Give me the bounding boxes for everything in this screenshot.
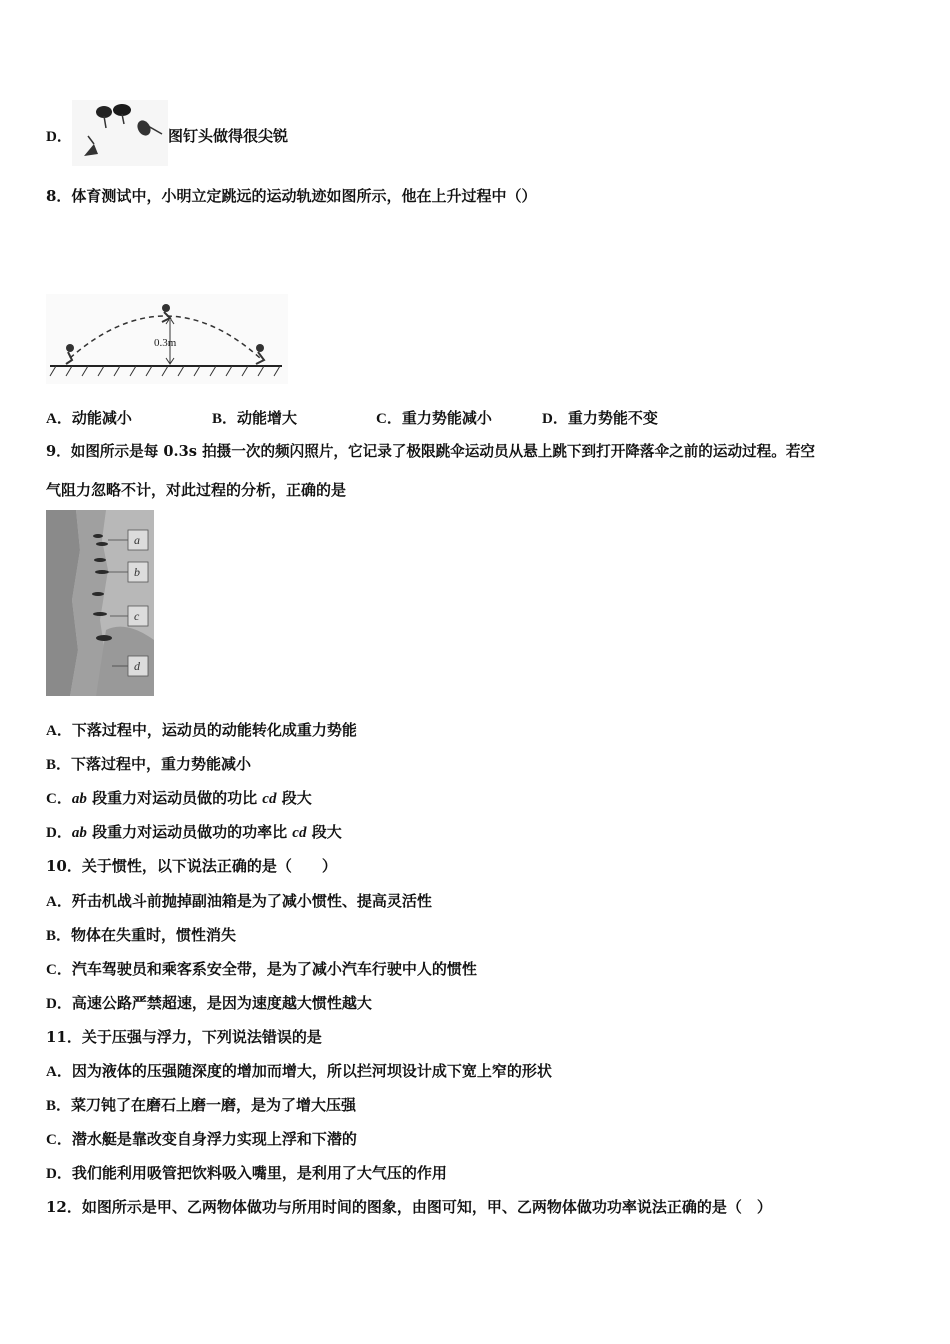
q11-stem: 11．关于压强与浮力，下列说法错误的是: [46, 1028, 322, 1046]
q8-option-d-text: 重力势能不变: [567, 409, 658, 427]
q8-option-a-text: 动能减小: [71, 409, 132, 427]
q10-option-a-label: A．: [46, 894, 72, 910]
q8-option-a[interactable]: [46, 408, 132, 429]
q11-option-a-text: 因为液体的压强随深度的增加而增大，所以拦河坝设计成下宽上窄的形状: [71, 1062, 552, 1080]
q8-option-c-label: C．: [376, 411, 402, 427]
q9-option-c-cd: cd: [262, 791, 277, 807]
q9-option-c-label: C．: [46, 791, 72, 807]
q11-option-c-text: 潜水艇是靠改变自身浮力实现上浮和下潜的: [71, 1130, 357, 1148]
q9-option-a-text: 下落过程中，运动员的动能转化成重力势能: [71, 721, 357, 739]
q10-option-b[interactable]: [46, 925, 236, 946]
q11-option-c[interactable]: [46, 1129, 357, 1150]
q7-option-d-text: 图钉头做得很尖锐: [168, 127, 289, 145]
q8-stem: 8．体育测试中，小明立定跳远的运动轨迹如图所示，他在上升过程中（）: [46, 187, 537, 205]
q9-option-d-mid: 段重力对运动员做功的功率比: [86, 823, 293, 841]
q7-option-d: [46, 126, 72, 147]
height-label: 0.3m: [154, 337, 177, 349]
q8-option-d[interactable]: [542, 408, 658, 429]
q9-option-b[interactable]: [46, 754, 251, 775]
q11-option-a-label: A．: [46, 1064, 72, 1080]
q11-option-d-label: D．: [46, 1166, 72, 1182]
photo-label-c: c: [134, 609, 140, 623]
photo-label-a: a: [134, 533, 140, 547]
q10-option-c-text: 汽车驾驶员和乘客系安全带，是为了减小汽车行驶中人的惯性: [71, 960, 477, 978]
q10-option-d[interactable]: [46, 993, 372, 1014]
q9-option-c-post: 段大: [276, 789, 312, 807]
q9-option-c-mid: 段重力对运动员做的功比: [86, 789, 263, 807]
q8-option-c-text: 重力势能减小: [401, 409, 492, 427]
q9-option-d-label: D．: [46, 825, 72, 841]
q11-option-a[interactable]: [46, 1061, 552, 1082]
q10-option-d-text: 高速公路严禁超速，是因为速度越大惯性越大: [71, 994, 372, 1012]
long-jump-figure: [46, 294, 288, 384]
q7-option-d-label: D．: [46, 129, 72, 145]
q9-stem-line2: 气阻力忽略不计，对此过程的分析，正确的是: [46, 481, 347, 499]
q8-option-d-label: D．: [542, 411, 568, 427]
q9-option-d-cd: cd: [292, 825, 307, 841]
q11-option-d[interactable]: [46, 1163, 447, 1184]
q8-option-b-label: B．: [212, 411, 238, 427]
q10-option-d-label: D．: [46, 996, 72, 1012]
q9-option-c[interactable]: [46, 788, 312, 809]
q9-option-d[interactable]: [46, 822, 342, 843]
q10-option-b-label: B．: [46, 928, 72, 944]
q12-stem: 12．如图所示是甲、乙两物体做功与所用时间的图象，由图可知，甲、乙两物体做功功率说法正确的是（ ）: [46, 1198, 772, 1216]
q9-option-c-ab: ab: [71, 791, 87, 807]
q10-option-a-text: 歼击机战斗前抛掉副油箱是为了减小惯性、提高灵活性: [71, 892, 432, 910]
skydiver-photo: [46, 510, 154, 696]
q9-option-b-text: 下落过程中，重力势能减小: [71, 755, 252, 773]
q10-option-b-text: 物体在失重时，惯性消失: [71, 926, 237, 944]
q9-option-b-label: B．: [46, 757, 72, 773]
q11-option-d-text: 我们能利用吸管把饮料吸入嘴里，是利用了大气压的作用: [71, 1164, 447, 1182]
q11-option-b[interactable]: [46, 1095, 356, 1116]
q10-option-c[interactable]: [46, 959, 477, 980]
q9-option-d-ab: ab: [71, 825, 87, 841]
q9-option-d-post: 段大: [306, 823, 342, 841]
q11-option-b-label: B．: [46, 1098, 72, 1114]
q11-option-c-label: C．: [46, 1132, 72, 1148]
photo-label-d: d: [134, 659, 140, 673]
pushpin-image: [72, 100, 168, 166]
q8-option-b[interactable]: [212, 408, 297, 429]
q8-option-b-text: 动能增大: [237, 409, 298, 427]
q10-option-a[interactable]: [46, 891, 432, 912]
q9-stem-line1: 9．如图所示是每 0.3s 拍摄一次的频闪照片，它记录了极限跳伞运动员从悬上跳下到打开降落伞之前的运动过程。若空: [46, 443, 816, 460]
q10-stem: 10．关于惯性，以下说法正确的是（ ）: [46, 857, 337, 875]
q9-option-a-label: A．: [46, 723, 72, 739]
q10-option-c-label: C．: [46, 962, 72, 978]
q8-option-c[interactable]: [376, 408, 492, 429]
q8-option-a-label: A．: [46, 411, 72, 427]
q11-option-b-text: 菜刀钝了在磨石上磨一磨，是为了增大压强: [71, 1096, 357, 1114]
photo-label-b: b: [134, 565, 140, 579]
q9-option-a[interactable]: [46, 720, 357, 741]
